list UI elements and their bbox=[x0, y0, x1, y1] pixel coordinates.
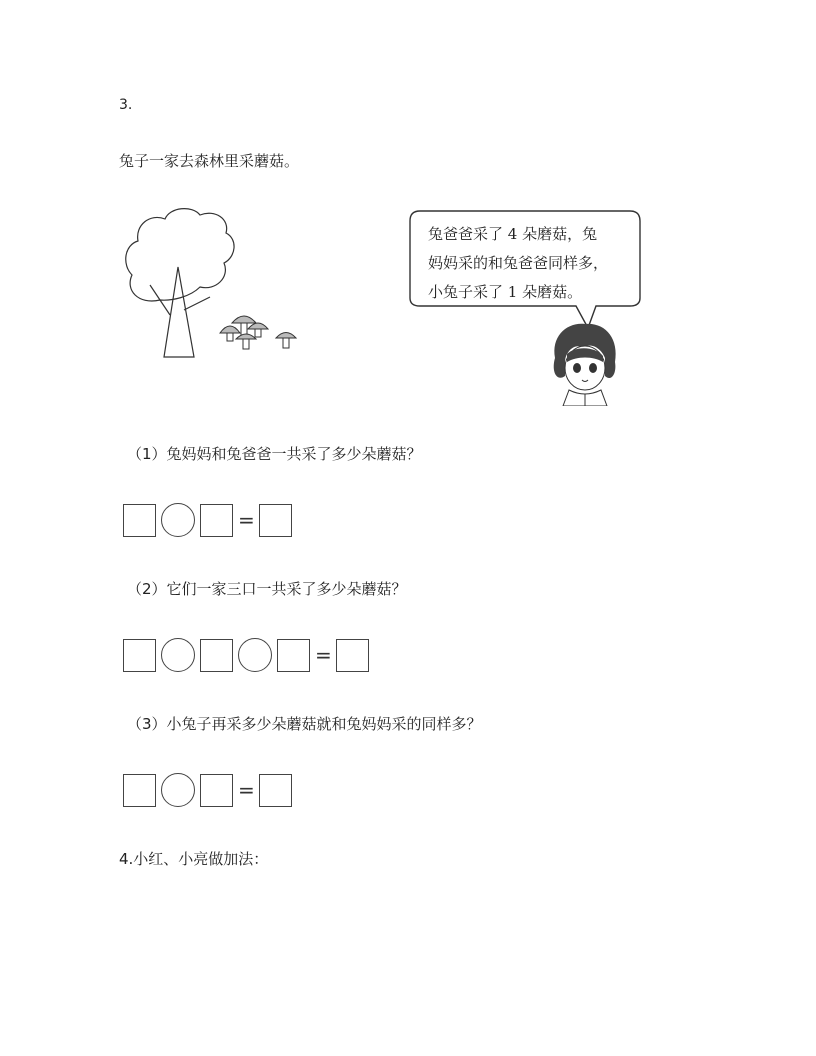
operator-circle[interactable] bbox=[161, 773, 195, 807]
equation-row-2 bbox=[123, 638, 374, 672]
next-question-label: 4.小红、小亮做加法： bbox=[119, 850, 269, 868]
speech-bubble-text: 兔爸爸采了 4 朵磨菇，兔 妈妈采的和兔爸爸同样多， 小兔子采了 1 朵磨菇。 bbox=[428, 225, 609, 301]
operator-circle[interactable] bbox=[161, 503, 195, 537]
equals-sign: = bbox=[238, 508, 255, 532]
subquestion-1-label: （1）兔妈妈和兔爸爸一共采了多少朵蘑菇？ bbox=[127, 445, 422, 463]
answer-box[interactable] bbox=[123, 639, 156, 672]
equals-sign: = bbox=[238, 778, 255, 802]
subquestion-3-label: （3）小兔子再采多少朵蘑菇就和兔妈妈采的同样多？ bbox=[127, 715, 482, 733]
answer-box[interactable] bbox=[336, 639, 369, 672]
answer-box[interactable] bbox=[200, 504, 233, 537]
answer-box[interactable] bbox=[123, 774, 156, 807]
problem-intro: 兔子一家去森林里采蘑菇。 bbox=[119, 152, 300, 170]
answer-box[interactable] bbox=[277, 639, 310, 672]
girl-character-icon bbox=[545, 318, 625, 406]
equation-row-3 bbox=[123, 773, 297, 807]
answer-box[interactable] bbox=[200, 639, 233, 672]
tree-mushrooms-illustration bbox=[120, 205, 310, 365]
equation-row-1 bbox=[123, 503, 297, 537]
operator-circle[interactable] bbox=[238, 638, 272, 672]
question-number: 3. bbox=[119, 97, 133, 113]
mushroom-icon bbox=[220, 316, 296, 349]
answer-box[interactable] bbox=[200, 774, 233, 807]
tree-icon bbox=[126, 209, 234, 357]
subquestion-2-label: （2）它们一家三口一共采了多少朵蘑菇？ bbox=[127, 580, 407, 598]
operator-circle[interactable] bbox=[161, 638, 195, 672]
answer-box[interactable] bbox=[259, 504, 292, 537]
answer-box[interactable] bbox=[259, 774, 292, 807]
answer-box[interactable] bbox=[123, 504, 156, 537]
equals-sign: = bbox=[315, 643, 332, 667]
